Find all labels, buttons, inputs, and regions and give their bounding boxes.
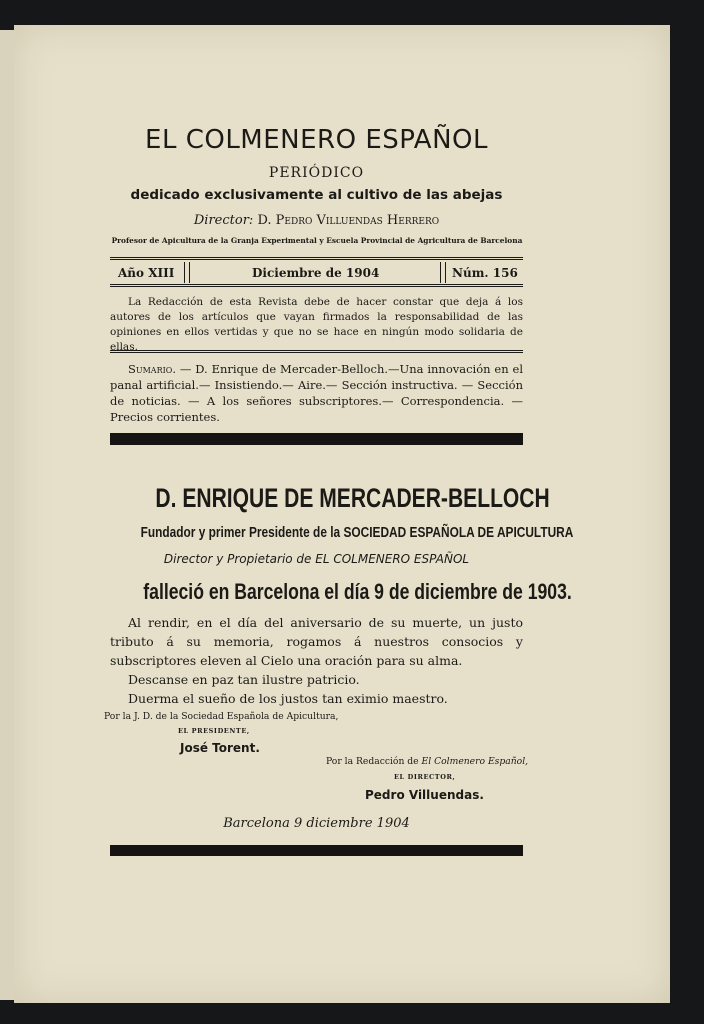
signature-left-title: EL PRESIDENTE, (178, 727, 250, 735)
signature-left-name: José Torent. (180, 741, 260, 755)
obituary-name: D. ENRIQUE DE MERCADER-BELLOCH (155, 483, 550, 513)
sumario-label: Sumario. (128, 362, 176, 376)
issue-number: Núm. 156 (452, 266, 518, 280)
obituary-death-notice: falleció en Barcelona el día 9 de diciembre de 1903. (143, 579, 572, 604)
signature-right-name: Pedro Villuendas. (365, 788, 484, 802)
masthead-title: EL COLMENERO ESPAÑOL (145, 125, 488, 155)
mourning-bar-bottom (110, 845, 523, 856)
issue-separator (184, 262, 190, 283)
director-name: D. Pedro Villuendas Herrero (257, 213, 440, 228)
masthead-tagline: dedicado exclusivamente al cultivo de las abejas (130, 187, 503, 203)
issue-date: Diciembre de 1904 (252, 266, 380, 280)
sumario (110, 361, 523, 425)
signature-right-org-name: El Colmenero Español, (421, 756, 529, 767)
director-label: Director: (193, 213, 254, 228)
obituary-paragraph: Descanse en paz tan ilustre patricio. (128, 672, 360, 687)
mourning-bar-top (110, 433, 523, 445)
obituary-body (110, 613, 523, 708)
date-line: Barcelona 9 diciembre 1904 (223, 816, 410, 831)
issue-year: Año XIII (118, 266, 175, 280)
signature-right-org-prefix: Por la Redacción de (326, 756, 422, 767)
signature-right-title: EL DIRECTOR, (394, 773, 456, 781)
signature-left-org: Por la J. D. de la Sociedad Española de Apicultura, (104, 711, 339, 722)
obituary-paragraph: Al rendir, en el día del aniversario de su muerte, un justo tributo á su memoria, rogamos á nuestros consocios y subscriptores eleven al Cielo una oración para su alma. (110, 615, 523, 668)
obituary-role-founder: Fundador y primer Presidente de la SOCIEDAD ESPAÑOLA DE APICULTURA (140, 525, 574, 541)
issue-bar (110, 257, 523, 287)
editorial-notice: La Redacción de esta Revista debe de hacer constar que deja á los autores de los artículos que vayan firmados la responsabilidad de las opiniones en ellos vertidas y que no se hace en ningún modo solidaria de ellas. (110, 296, 523, 353)
obituary-role-director: Director y Propietario de EL COLMENERO ESPAÑOL (163, 552, 470, 566)
masthead-subtitle: PERIÓDICO (268, 165, 365, 181)
sumario-text: — D. Enrique de Mercader-Belloch.—Una innovación en el panal artificial.— Insistiendo.— Aire.— Sección instructiva. — Sección de noticias. — A los señores subscriptores.— Correspondencia. — Precios corrientes. (110, 362, 523, 424)
masthead-profesor: Profesor de Apicultura de la Granja Experimental y Escuela Provincial de Agricultura de Barcelona (111, 236, 523, 245)
journal-page (14, 25, 670, 1003)
signature-right-org (326, 756, 528, 767)
section-divider (110, 350, 523, 353)
masthead-director (110, 213, 523, 228)
obituary-paragraph: Duerma el sueño de los justos tan eximio maestro. (128, 691, 448, 706)
issue-separator (440, 262, 446, 283)
